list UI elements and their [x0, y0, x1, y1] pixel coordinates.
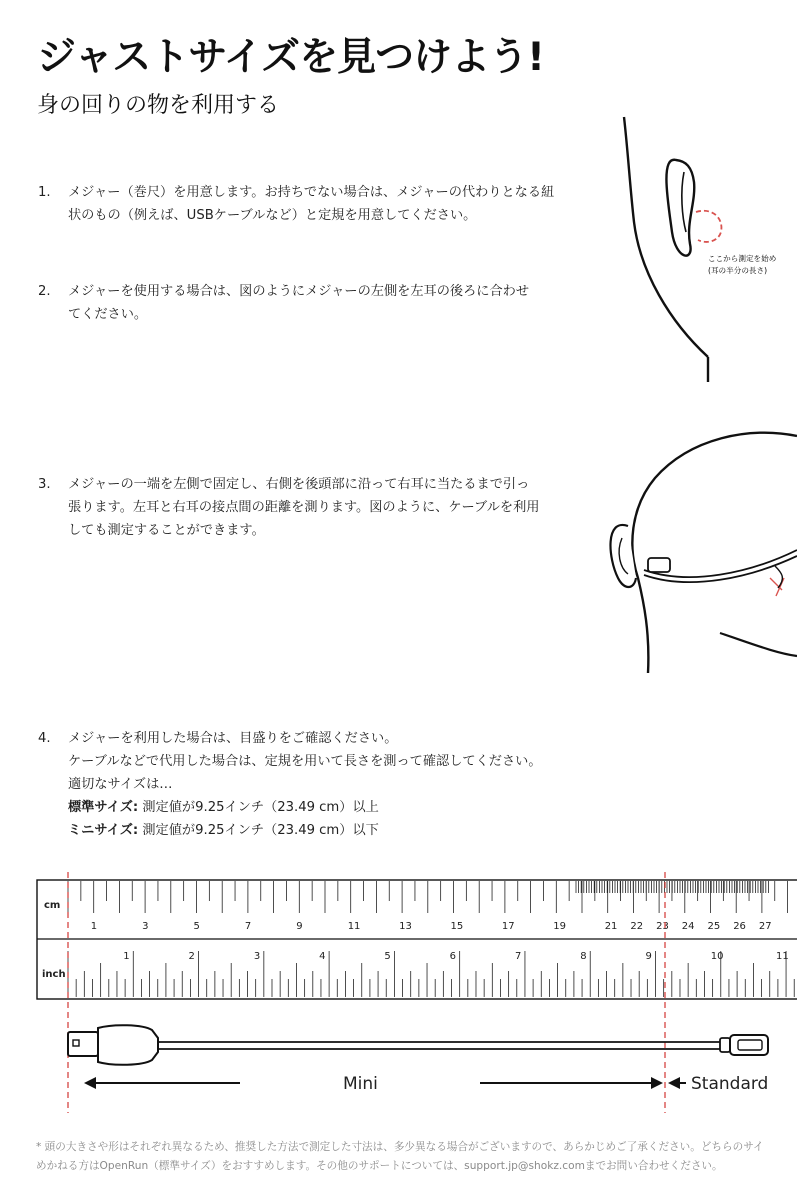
ear-note-line2: (耳の半分の長さ) [708, 266, 768, 275]
ruler-inch-tick-label: 7 [514, 951, 522, 962]
footnote [36, 1138, 764, 1176]
step-number: 4. [38, 731, 51, 746]
size-standard [68, 796, 578, 819]
size-mini-label: ミニサイズ: [68, 823, 139, 838]
ruler-inch-tick-label: 8 [580, 951, 587, 962]
ear-note [708, 253, 776, 275]
step-text-line: メジャー（巻尺）を用意します。お持ちでない場合は、メジャーの代わりとなる紐 [68, 185, 555, 200]
step-text-line: てください。 [68, 307, 148, 322]
ruler-inch-tick-label: 11 [776, 951, 789, 962]
head-illustration [600, 428, 797, 673]
step-1 [38, 181, 578, 227]
ruler-inch-tick-label: 4 [319, 951, 326, 962]
step-2 [38, 280, 578, 326]
ruler-cm-tick-label: 3 [142, 921, 149, 932]
ruler-cm-label: cm [44, 900, 61, 911]
ruler-cm-tick-label: 25 [707, 921, 721, 932]
ruler-cm-tick-label: 13 [399, 921, 412, 932]
size-standard-text: 測定値が9.25インチ（23.49 cm）以上 [142, 800, 379, 815]
ruler-cm-tick-label: 17 [501, 921, 515, 932]
ruler-cm-tick-label: 11 [347, 921, 361, 932]
step-text-line: ケーブルなどで代用した場合は、定規を用いて長さを測って確認してください。 [68, 754, 542, 769]
ruler-inch-tick-label: 10 [710, 951, 724, 962]
ruler-inch-tick-label: 3 [253, 951, 261, 962]
ruler-cm-tick-label: 22 [630, 921, 644, 932]
ruler-cm-tick-label: 19 [553, 921, 567, 932]
ruler-inch-label: inch [42, 969, 66, 980]
step-text-line: メジャーを使用する場合は、図のようにメジャーの左側を左耳の後ろに合わせ [68, 284, 530, 299]
ruler [36, 879, 797, 1001]
footnote-line1: * 頭の大きさや形はそれぞれ異なるため、推奨した方法で測定した寸法は、多少異なる場合がございますので、あらかじめご了承ください。どちらのサイ [36, 1141, 764, 1153]
ear-illustration [600, 112, 797, 382]
size-standard-label: 標準サイズ: [68, 800, 139, 815]
step-text-line: メジャーを利用した場合は、目盛りをご確認ください。 [68, 731, 398, 746]
ruler-inch-tick-label: 5 [384, 951, 391, 962]
step-number: 1. [38, 185, 51, 200]
ruler-cm-tick-label: 1 [90, 921, 98, 932]
ruler-cm-tick-label: 24 [681, 921, 695, 932]
step-number: 2. [38, 284, 51, 299]
standard-label: Standard [691, 1074, 769, 1094]
step-text-line: 張ります。左耳と右耳の接点間の距離を測ります。図のように、ケーブルを利用 [68, 500, 540, 515]
footnote-line2: めかねる方はOpenRun（標準サイズ）をおすすめします。その他のサポートについては、support.jp@shokz.comまでお問い合わせください。 [36, 1160, 723, 1172]
step-text-line: メジャーの一端を左側で固定し、右側を後頭部に沿って右耳に当たるまで引っ [68, 477, 530, 492]
ear-note-line1: ここから測定を始め [708, 254, 777, 263]
ruler-cm-tick-label: 26 [733, 921, 746, 932]
step-text-line: 状のもの（例えば、USBケーブルなど）と定規を用意してください。 [68, 208, 477, 223]
page-title: ジャストサイズを見つけよう! [37, 35, 544, 80]
ruler-inch-tick-label: 9 [645, 951, 652, 962]
ruler-inch-tick-label: 2 [188, 951, 195, 962]
cable-illustration [62, 1022, 782, 1072]
ruler-cm-tick-label: 7 [244, 921, 252, 932]
ruler-cm-tick-label: 27 [758, 921, 772, 932]
ruler-cm-tick-label: 5 [193, 921, 200, 932]
ruler-inch-tick-label: 6 [449, 951, 457, 962]
ruler-cm-tick-label: 15 [450, 921, 464, 932]
step-number: 3. [38, 477, 51, 492]
ruler-cm-tick-label: 23 [656, 921, 669, 932]
step-3 [38, 473, 578, 542]
ruler-cm-tick-label: 9 [296, 921, 303, 932]
step-text-line: しても測定することができます。 [68, 523, 265, 538]
ruler-inch-tick-label: 1 [123, 951, 130, 962]
page-subtitle: 身の回りの物を利用する [37, 93, 280, 118]
mini-label: Mini [343, 1074, 378, 1094]
size-arrows [70, 1068, 797, 1098]
step-text-line: 適切なサイズは… [68, 777, 173, 792]
ruler-cm-tick-label: 21 [604, 921, 618, 932]
step-4 [38, 727, 578, 842]
size-mini-text: 測定値が9.25インチ（23.49 cm）以下 [142, 823, 379, 838]
size-mini [68, 819, 578, 842]
